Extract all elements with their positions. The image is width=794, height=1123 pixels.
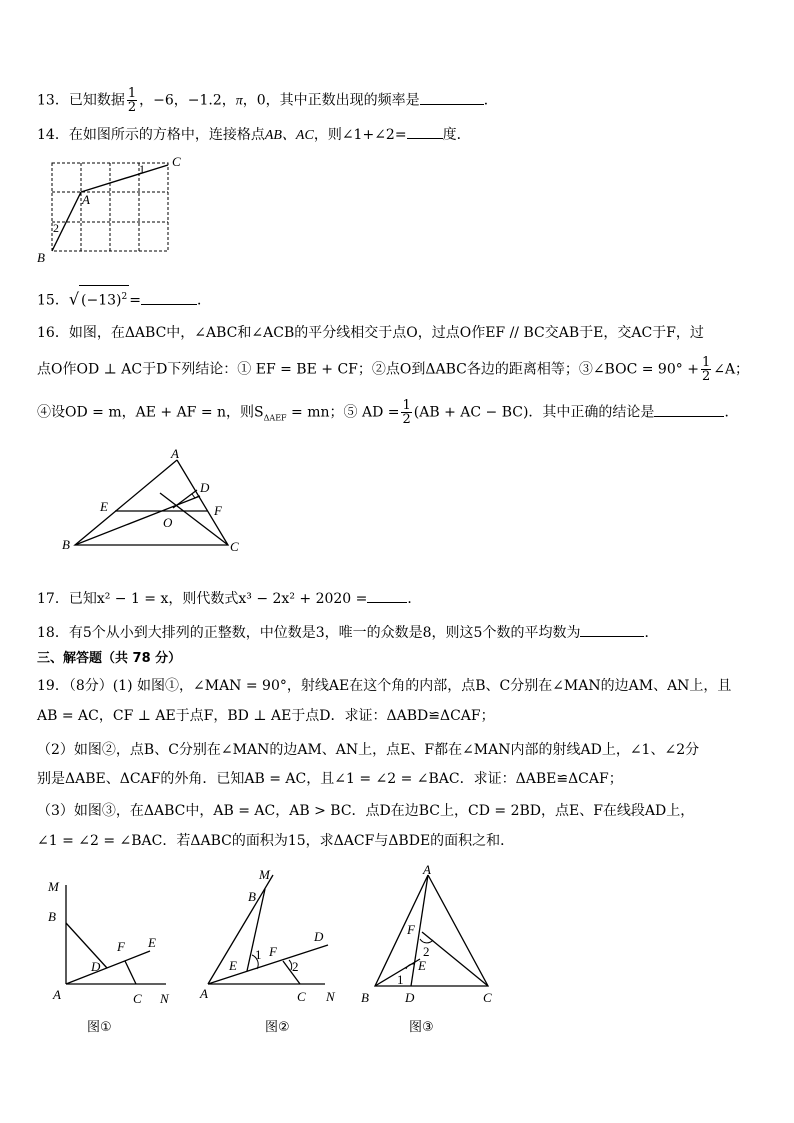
answer-blank[interactable] <box>420 90 484 105</box>
label-f: F <box>117 939 125 954</box>
segment-cf <box>125 961 136 984</box>
question-16-line-3: ④设OD = m，AE + AF = n，则$S_{\Delta AEF}$ = mn；⑤ AD = $\frac{1}{2}$ (AB + AC − BC)．其中正确的结论是 ． <box>37 398 739 427</box>
grid-figure <box>35 152 195 267</box>
answer-blank[interactable] <box>367 588 407 603</box>
label-a: A <box>423 862 431 877</box>
question-19-line-5: （3）如图③，在ΔABC中，AB = AC，AB > BC．点D在边BC上，CD = 2BD，点E、F在线段AD上， <box>37 803 695 819</box>
label-c: C <box>172 154 181 169</box>
angle-2-label: 2 <box>53 221 59 235</box>
answer-blank[interactable] <box>407 124 443 139</box>
figure-3 <box>355 860 505 1005</box>
question-13: 13．已知数据 $\frac{1}{2}$ ，−6，−1.2，π，0，其中正数出现的频率是 ． <box>37 86 498 115</box>
label-c: C <box>297 989 306 1004</box>
label-d: D <box>405 990 415 1005</box>
label-f: F <box>214 503 222 518</box>
ray-ad <box>208 945 328 984</box>
angle-1-label: 1 <box>255 947 262 962</box>
label-n: N <box>326 989 335 1004</box>
ray-am <box>208 875 273 984</box>
label-e: E <box>418 958 426 973</box>
figure-1-caption: 图① <box>87 1020 112 1035</box>
label-c: C <box>230 539 239 554</box>
question-16-line-1: 16．如图，在ΔABC中，∠ABC和∠ACB的平分线相交于点O，过点O作EF // BC交AB于E，交AC于F，过 <box>37 325 704 341</box>
question-19-line-4: 别是ΔABE、ΔCAF的外角．已知AB = AC，且∠1 = ∠2 = ∠BAC．求证：ΔABE≌ΔCAF； <box>37 771 623 787</box>
answer-blank[interactable] <box>141 290 197 305</box>
fraction-half: $\frac{1}{2}$ <box>127 86 137 115</box>
label-b: B <box>62 537 70 552</box>
label-c: C <box>483 990 492 1005</box>
angle-1-label: 1 <box>139 162 145 176</box>
label-c: C <box>133 991 142 1006</box>
label-e: E <box>229 958 237 973</box>
segment-bd <box>66 923 107 968</box>
label-a: A <box>200 986 208 1001</box>
question-15: 15．√ $(-13)^2$ = ． <box>37 285 211 311</box>
figure-2 <box>195 865 355 1005</box>
angle-2-label: 2 <box>292 959 299 974</box>
question-17: 17．已知x² − 1 = x，则代数式x³ − 2x² + 2020 = ． <box>37 588 421 609</box>
question-18: 18．有5个从小到大排列的正整数，中位数是3，唯一的众数是8，则这5个数的平均数为 ． <box>37 622 658 643</box>
question-16-line-2: 点O作OD ⊥ AC于D下列结论：① EF = BE + CF；②点O到ΔABC各边的距离相等；③∠BOC = 90° + $\frac{1}{2}$ ∠A； <box>37 355 750 384</box>
question-19-line-3: （2）如图②，点B、C分别在∠MAN的边AM、AN上，点E、F都在∠MAN内部的射线AD上，∠1、∠2分 <box>37 742 700 758</box>
label-a: A <box>82 192 90 207</box>
label-e: E <box>100 499 108 514</box>
angle-1-label: 1 <box>397 972 404 987</box>
question-14: 14．在如图所示的方格中，连接格点AB、AC，则∠1+∠2= 度． <box>37 124 471 146</box>
label-b: B <box>37 250 45 265</box>
label-b: B <box>248 889 256 904</box>
label-f: F <box>269 944 277 959</box>
label-d: D <box>200 480 210 495</box>
answer-blank[interactable] <box>654 402 724 417</box>
figure-3-caption: 图③ <box>409 1020 434 1035</box>
label-e: E <box>148 935 156 950</box>
ray-ae <box>66 951 150 984</box>
answer-blank[interactable] <box>580 622 644 637</box>
figure-2-caption: 图② <box>265 1020 290 1035</box>
label-d: D <box>91 959 101 974</box>
triangle-figure-16 <box>60 445 260 560</box>
label-b: B <box>48 909 56 924</box>
radicand: $(-13)^2$ <box>79 285 129 311</box>
label-b: B <box>361 990 369 1005</box>
segment-cf <box>422 932 488 986</box>
grid-frame <box>52 163 168 251</box>
label-m: M <box>259 867 270 882</box>
segment-bd <box>75 496 200 545</box>
triangle-abc <box>75 460 228 545</box>
question-19-line-1: 19．（8分）(1) 如图①，∠MAN = 90°，射线AE在这个角的内部，点B、C分别在∠MAN的边AM、AN上，且 <box>37 678 732 694</box>
section-heading: 三、解答题（共 78 分） <box>37 651 182 666</box>
label-a: A <box>171 446 179 461</box>
angle-2-label: 2 <box>423 944 430 959</box>
label-o: O <box>163 515 173 530</box>
label-d: D <box>314 929 324 944</box>
segment-ac <box>81 165 168 192</box>
label-f: F <box>407 922 415 937</box>
figure-1 <box>40 875 180 1005</box>
sqrt-icon: √ <box>68 289 80 309</box>
question-19-line-6: ∠1 = ∠2 = ∠BAC．若ΔABC的面积为15，求ΔACF与ΔBDE的面积之和． <box>37 833 515 849</box>
label-m: M <box>48 879 59 894</box>
label-a: A <box>53 987 61 1002</box>
triangle-abc <box>375 875 488 986</box>
label-n: N <box>160 991 169 1006</box>
question-19-line-2: AB = AC，CF ⊥ AE于点F，BD ⊥ AE于点D．求证：ΔABD≌ΔCAF； <box>37 708 495 724</box>
